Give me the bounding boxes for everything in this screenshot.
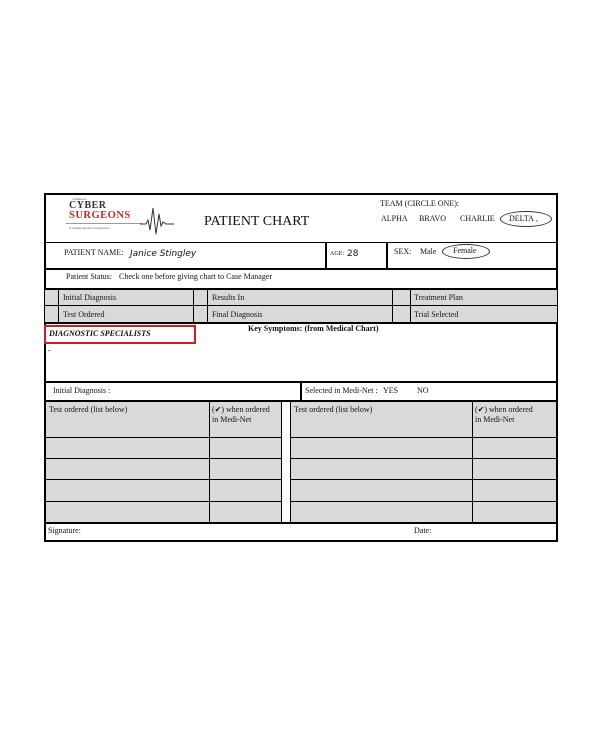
team-delta-suffix: , [536, 214, 538, 223]
test-check-right-1[interactable] [472, 437, 558, 459]
check-header-left [209, 400, 282, 438]
test-check-left-4[interactable] [209, 501, 282, 523]
test-check-right-3[interactable] [472, 479, 558, 502]
heartbeat-icon [140, 204, 174, 236]
date-label: Date: [414, 526, 432, 535]
status-item-treatment-plan [410, 289, 558, 306]
header-label: Test ordered (list below) [294, 405, 373, 414]
checkbox-test-ordered[interactable] [44, 305, 59, 323]
status-item-label: Results In [212, 293, 245, 302]
test-input-right-1[interactable] [290, 437, 473, 459]
test-input-right-3[interactable] [290, 479, 473, 502]
status-label: Patient Status: [66, 272, 112, 281]
check-header-right [472, 400, 558, 438]
date-field[interactable] [436, 524, 554, 540]
signature-field[interactable] [100, 524, 400, 540]
status-item-label: Test Ordered [63, 310, 105, 319]
checkbox-treatment-plan[interactable] [392, 289, 411, 306]
header-label: Test ordered (list below) [49, 405, 128, 414]
team-label: TEAM (CIRCLE ONE): [380, 199, 460, 208]
test-input-right-4[interactable] [290, 501, 473, 523]
status-instruction: Check one before giving chart to Case Manager [119, 272, 273, 281]
status-item-initial-diagnosis [58, 289, 194, 306]
status-item-label: Treatment Plan [414, 293, 463, 302]
medinet-label: Selected in Medi-Net : [305, 386, 378, 395]
test-check-left-2[interactable] [209, 458, 282, 480]
test-check-left-3[interactable] [209, 479, 282, 502]
logo-tagline: A unique medical experience [69, 226, 110, 230]
medinet-yes-option[interactable]: YES [383, 386, 399, 395]
patient-name-value[interactable]: Janice Stingley [130, 249, 197, 259]
header-label: (✔) when ordered [475, 405, 533, 414]
status-item-label: Initial Diagnosis [63, 293, 117, 302]
team-option-bravo[interactable]: BRAVO [419, 214, 446, 223]
age-label: AGE: [330, 251, 344, 257]
team-option-delta[interactable]: DELTA [509, 214, 534, 223]
age-value[interactable]: 28 [347, 249, 359, 259]
initial-diagnosis-label: Initial Diagnosis : [53, 386, 111, 395]
checkbox-final-diagnosis[interactable] [193, 305, 208, 323]
checkbox-trial-selected[interactable] [392, 305, 411, 323]
page-title: PATIENT CHART [204, 214, 310, 229]
symptoms-content: - [48, 346, 51, 355]
patient-name-label: PATIENT NAME: [64, 248, 124, 257]
divider [300, 383, 302, 400]
checkbox-results-in[interactable] [193, 289, 208, 306]
logo-line1: CYBER [69, 200, 107, 211]
test-check-right-4[interactable] [472, 501, 558, 523]
header-label: in Medi-Net [212, 415, 252, 424]
signature-label: Signature: [48, 526, 81, 535]
sex-option-male[interactable]: Male [420, 247, 437, 256]
test-check-right-2[interactable] [472, 458, 558, 480]
test-input-left-3[interactable] [44, 479, 210, 502]
logo-line2: SURGEONS [69, 210, 131, 221]
sex-option-female[interactable]: Female [453, 246, 477, 255]
status-item-final-diagnosis [207, 305, 393, 323]
medinet-no-option[interactable]: NO [417, 386, 429, 395]
team-option-alpha[interactable]: ALPHA [381, 214, 408, 223]
key-symptoms-label: Key Symptoms: (from Medical Chart) [248, 324, 379, 333]
status-item-label: Final Diagnosis [212, 310, 263, 319]
team-option-charlie[interactable]: CHARLIE [460, 214, 495, 223]
cyber-surgeons-logo [68, 196, 178, 236]
test-check-left-1[interactable] [209, 437, 282, 459]
status-item-results-in [207, 289, 393, 306]
logo-rule [66, 223, 142, 224]
selection-circle [442, 244, 490, 259]
checkbox-initial-diagnosis[interactable] [44, 289, 59, 306]
status-item-trial-selected [410, 305, 558, 323]
diagnostic-specialists-label: DIAGNOSTIC SPECIALISTS [49, 329, 151, 338]
sex-label: SEX: [394, 247, 412, 256]
header-label: (✔) when ordered [212, 405, 270, 414]
logo-top-text: a-Mission: [72, 197, 87, 201]
test-input-left-2[interactable] [44, 458, 210, 480]
selection-circle [500, 211, 552, 227]
status-item-label: Trial Selected [414, 310, 459, 319]
test-input-left-4[interactable] [44, 501, 210, 523]
header-label: in Medi-Net [475, 415, 515, 424]
diagnostic-specialists-box [44, 325, 196, 344]
test-input-right-2[interactable] [290, 458, 473, 480]
test-header-left [44, 400, 210, 438]
test-input-left-1[interactable] [44, 437, 210, 459]
status-item-test-ordered [58, 305, 194, 323]
test-header-right [290, 400, 473, 438]
